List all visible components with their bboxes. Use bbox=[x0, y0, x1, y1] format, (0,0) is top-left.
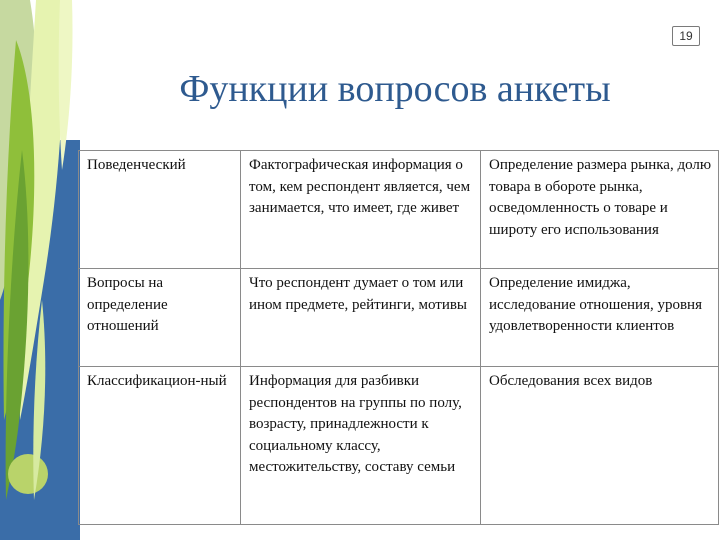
table-row bbox=[79, 269, 719, 367]
slide-number: 19 bbox=[672, 26, 700, 46]
table-row bbox=[79, 151, 719, 269]
purpose-cell: Определение имиджа, исследование отношения, уровня удовлетворенности клиентов bbox=[481, 269, 719, 367]
question-type-cell: Поведенческий bbox=[79, 151, 241, 269]
question-type-cell: Вопросы на определение отношений bbox=[79, 269, 241, 367]
table-row bbox=[79, 367, 719, 525]
information-cell: Информация для разбивки респондентов на группы по полу, возрасту, принадлежности к социальному классу, местожительству, составу семьи bbox=[241, 367, 481, 525]
slide-title: Функции вопросов анкеты bbox=[179, 68, 611, 110]
information-cell: Фактографическая информация о том, кем респондент является, чем занимается, что имеет, где живет bbox=[241, 151, 481, 269]
question-type-cell: Классификацион-ный bbox=[79, 367, 241, 525]
purpose-cell: Определение размера рынка, долю товара в обороте рынка, осведомленность о товаре и широту его использования bbox=[481, 151, 719, 269]
information-cell: Что респондент думает о том или ином предмете, рейтинги, мотивы bbox=[241, 269, 481, 367]
decorative-leaf-background bbox=[0, 0, 80, 540]
question-functions-table bbox=[78, 150, 719, 525]
purpose-cell: Обследования всех видов bbox=[481, 367, 719, 525]
